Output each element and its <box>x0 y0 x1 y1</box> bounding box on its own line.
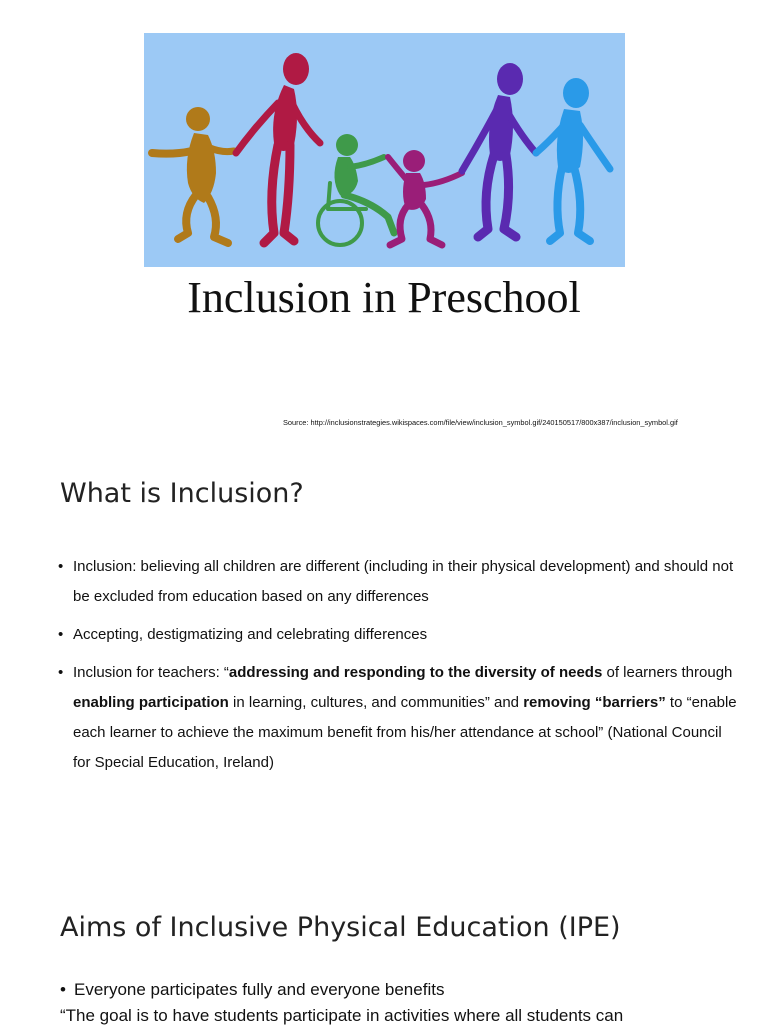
bullet-everyone-participates: • Everyone participates fully and everyone benefits <box>60 977 760 1003</box>
bullet-accepting-differences: • Accepting, destigmatizing and celebrating differences <box>58 620 738 650</box>
teachers-text-4: to “enable each learner to achieve the maximum benefit from his/her attendance at school” (National Council for Special Education, Ireland) <box>73 694 737 771</box>
what-is-inclusion-heading: What is Inclusion? <box>60 478 304 509</box>
teachers-bold-2: enabling participation <box>73 694 229 711</box>
children-holding-hands-illustration <box>144 33 625 267</box>
magenta-child-figure <box>388 150 462 245</box>
teachers-bold-1: addressing and responding to the diversity of needs <box>228 664 603 681</box>
teachers-text-2: of learners through <box>602 664 733 681</box>
banner-illustration <box>144 33 625 267</box>
bullet-inclusion-for-teachers <box>58 658 738 778</box>
ipe-goal-quote: “The goal is to have students participate in activities where all students can <box>60 1006 624 1025</box>
slide-title: Inclusion in Preschool <box>187 273 581 322</box>
teachers-text-3: in learning, cultures, and communities” and <box>228 694 524 711</box>
purple-adult-figure <box>462 63 536 237</box>
teachers-bold-3: removing “barriers” <box>523 694 666 711</box>
blue-figure <box>536 78 610 241</box>
crimson-adult-figure <box>236 53 320 243</box>
aims-bullet-list <box>60 977 760 1029</box>
green-child-wheelchair-figure <box>318 134 394 245</box>
image-source-credit: Source: http://inclusionstrategies.wikispaces.com/file/view/inclusion_symbol.gif/240150517/800x387/inclusion_symbol.gif <box>283 418 678 427</box>
inclusion-bullet-list <box>58 552 738 778</box>
aims-of-ipe-heading: Aims of Inclusive Physical Education (IPE) <box>60 912 621 943</box>
teachers-text-1: Inclusion for teachers: “ <box>73 664 229 681</box>
orange-child-figure <box>152 107 234 243</box>
bullet-inclusion-definition: • Inclusion: believing all children are different (including in their physical development) and should not be excluded from education based on any differences <box>58 552 738 612</box>
